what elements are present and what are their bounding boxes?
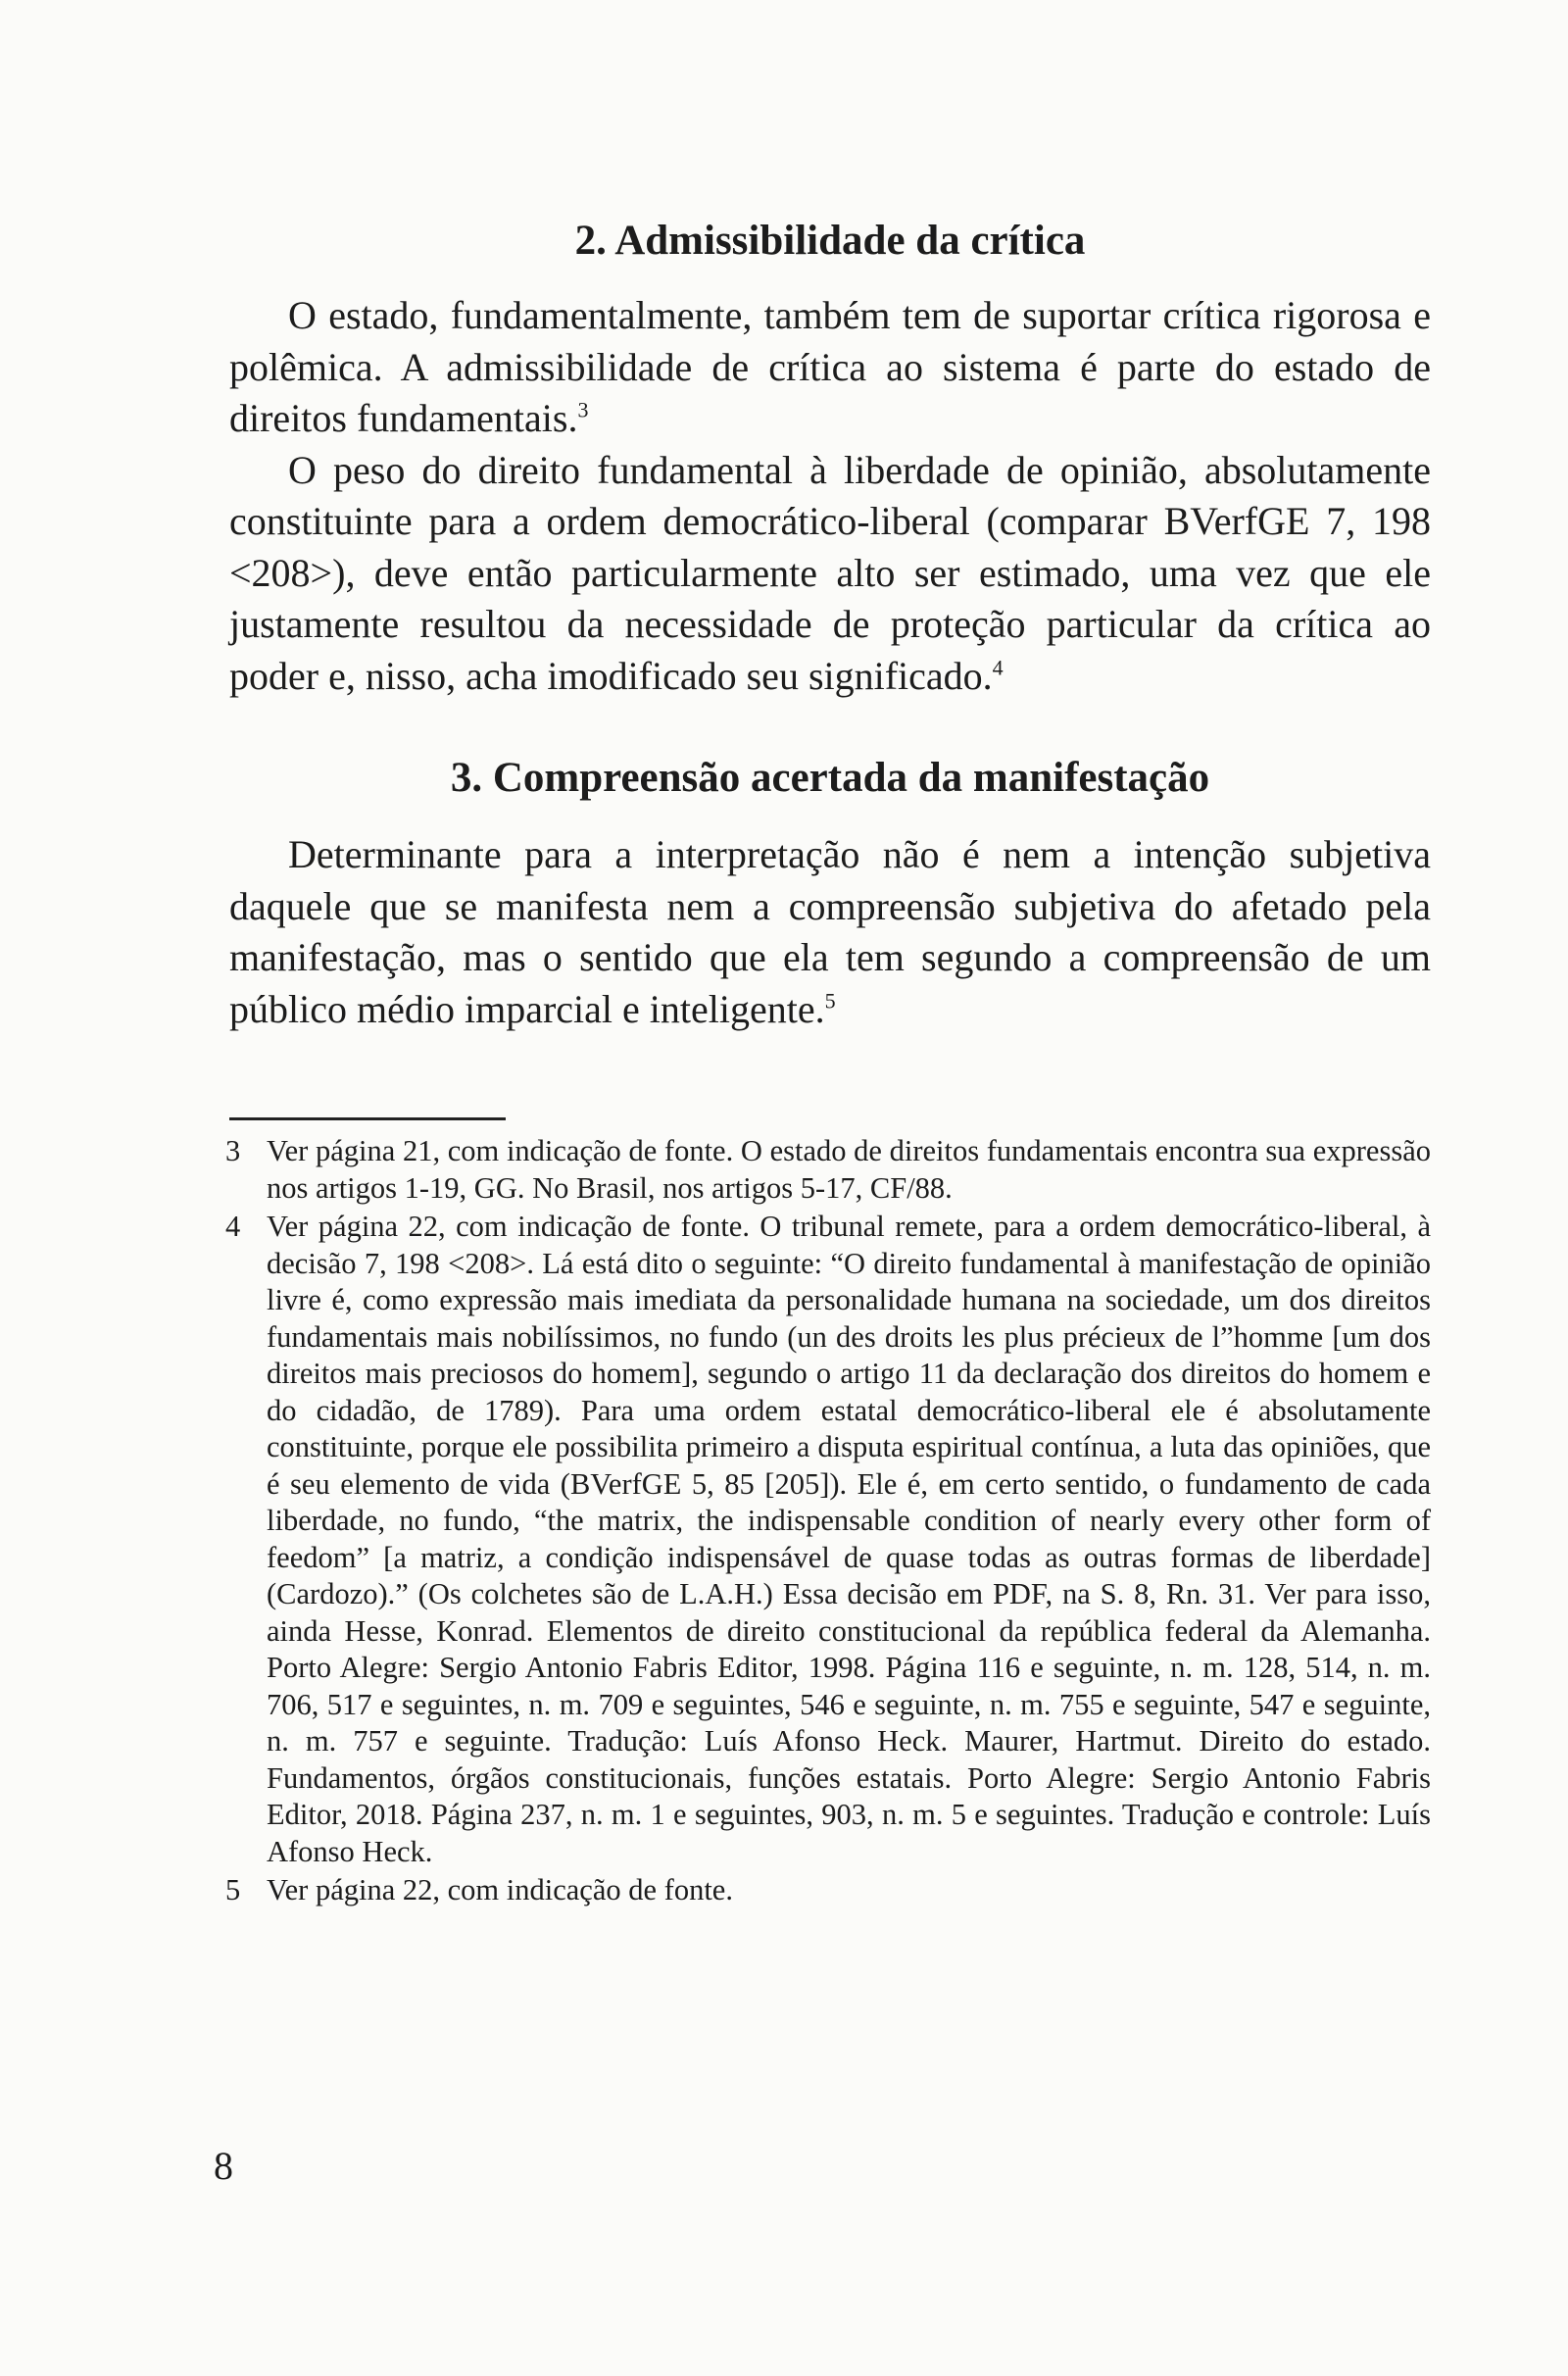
paragraph-text: O estado, fundamentalmente, também tem de suportar crítica rigorosa e polêmica. A admissibilidade de crítica ao sistema é parte do estado de direitos fundamentais.	[229, 293, 1431, 440]
page-number: 8	[214, 2144, 233, 2188]
footnote-text: Ver página 22, com indicação de fonte. O tribunal remete, para a ordem democrático-liberal, à decisão 7, 198 <208>. Lá está dito o seguinte: “O direito fundamental à manifestação de opinião livre é, como expressão mais imediata da personalidade humana na sociedade, um dos direitos fundamentais mais nobilíssimos, no fundo (un des droits les plus précieux de l”homme [um dos direitos mais preciosos do homem], segundo o artigo 11 da declaração dos direitos do homem e do cidadão, de 1789). Para uma ordem estatal democrático-liberal ele é absolutamente constituinte, porque ele possibilita primeiro a disputa espiritual contínua, a luta das opiniões, que é seu elemento de vida (BVerfGE 5, 85 [205]). Ele é, em certo sentido, o fundamento de cada liberdade, no fundo, “the matrix, the indispensable condition of nearly every other form of feedom” [a matriz, a condição indispensável de quase todas as outras formas de liberdade] (Cardozo).” (Os colchetes são de L.A.H.) Essa decisão em PDF, na S. 8, Rn. 31. Ver para isso, ainda Hesse, Konrad. Elementos de direito constitucional da república federal da Alemanha. Porto Alegre: Sergio Antonio Fabris Editor, 1998. Página 116 e seguinte, n. m. 128, 514, n. m. 706, 517 e seguintes, n. m. 709 e seguintes, 546 e seguinte, n. m. 755 e seguinte, 547 e seguinte, n. m. 757 e seguinte. Tradução: Luís Afonso Heck. Maurer, Hartmut. Direito do estado. Fundamentos, órgãos constitucionais, funções estatais. Porto Alegre: Sergio Antonio Fabris Editor, 2018. Página 237, n. m. 1 e seguintes, 903, n. m. 5 e seguintes. Tradução e controle: Luís Afonso Heck.	[267, 1210, 1431, 1868]
footnote-number: 3	[225, 1134, 241, 1167]
footnote	[225, 1872, 1431, 1909]
paragraph-text: Determinante para a interpretação não é nem a intenção subjetiva daquele que se manifesta nem a compreensão subjetiva do afetado pela manifestação, mas o sentido que ela tem segundo a compreensão de um público médio imparcial e inteligente.	[229, 832, 1431, 1031]
footnote	[225, 1133, 1431, 1207]
footnote-text: Ver página 22, com indicação de fonte.	[267, 1873, 733, 1906]
footnote-number: 4	[225, 1210, 241, 1243]
footnotes	[225, 1133, 1431, 1911]
paragraph-text: O peso do direito fundamental à liberdade de opinião, absolutamente constituinte para a ordem democrático-liberal (comparar BVerfGE 7, 198 <208>), deve então particularmente alto ser estimado, uma vez que ele justamente resultou da necessidade de proteção particular da crítica ao poder e, nisso, acha imodificado seu significado.	[229, 447, 1431, 698]
footnote-ref: 3	[577, 397, 589, 422]
footnote-number: 5	[225, 1873, 241, 1906]
footnote-text: Ver página 21, com indicação de fonte. O estado de direitos fundamentais encontra sua expressão nos artigos 1-19, GG. No Brasil, nos artigos 5-17, CF/88.	[267, 1134, 1431, 1205]
footnote-ref: 5	[824, 988, 836, 1014]
section-heading-compreensao: 3. Compreensão acertada da manifestação	[450, 755, 1210, 801]
paragraph	[229, 290, 1431, 445]
footnote-separator	[229, 1117, 506, 1120]
paragraph	[229, 829, 1431, 1035]
footnote-ref: 4	[992, 655, 1004, 680]
section-heading-admissibilidade: 2. Admissibilidade da crítica	[574, 218, 1086, 264]
main-text	[229, 214, 1431, 1035]
footnote	[225, 1209, 1431, 1870]
paragraph	[229, 445, 1431, 703]
